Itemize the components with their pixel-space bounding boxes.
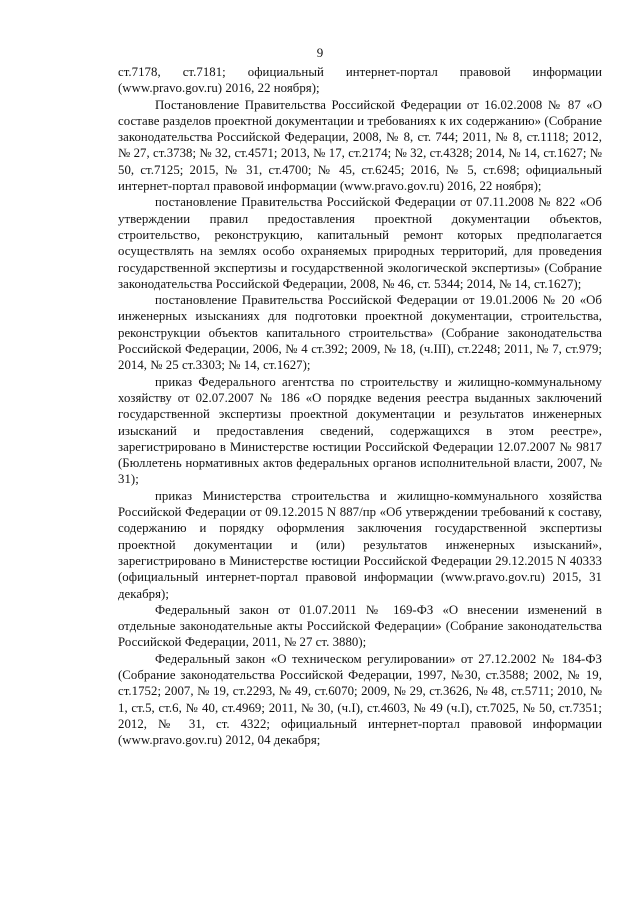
paragraph-law-184: Федеральный закон «О техническом регулировании» от 27.12.2002 № 184-ФЗ (Собрание законодательства Российской Федерации, 1997, №30, ст.3588; 2002, № 19, ст.1752; 2007, № 19, ст.2293, № 49, ст.6070; 2009, № 29, ст.3626, № 48, ст.5711; 2010, № 1, ст.5, ст.6, № 40, ст.4969; 2011, № 30, (ч.I), ст.4603, № 49 (ч.I), ст.7025, № 50, ст.7351; 2012, № 31, ст. 4322; официальный интернет-портал правовой информации (www.pravo.gov.ru) 2012, 04 декабря; bbox=[118, 651, 602, 748]
page-number: 9 bbox=[316, 45, 324, 60]
paragraph-law-169: Федеральный закон от 01.07.2011 № 169-ФЗ «О внесении изменений в отдельные законодательные акты Российской Федерации» (Собрание законодательства Российской Федерации, 2011, № 27 ст. 3880); bbox=[118, 602, 602, 650]
paragraph-continuation: ст.7178, ст.7181; официальный интернет-портал правовой информации (www.pravo.gov.ru) 2016, 22 ноября); bbox=[118, 65, 602, 96]
paragraph-decree-20: постановление Правительства Российской Федерации от 19.01.2006 № 20 «Об инженерных изысканиях для подготовки проектной документации, строительства, реконструкции объектов капитального строительства» (Собрание законодательства Российской Федерации, 2006, № 4 ст.392; 2009, № 18, (ч.III), ст.2248; 2011, № 7, ст.979; 2014, № 25 ст.3303; № 14, ст.1627); bbox=[118, 293, 602, 373]
paragraph-decree-822: постановление Правительства Российской Федерации от 07.11.2008 № 822 «Об утверждении правил предоставления проектной документации объектов, строительство, реконструкцию, капитальный ремонт которых предполагается осуществлять на землях особо охраняемых природных территорий, для проведения государственной экспертизы и государственной экологической экспертизы» (Собрание законодательства Российской Федерации, 2008, № 46, ст. 5344; 2014, № 14, ст.1627); bbox=[118, 195, 602, 291]
document-body bbox=[118, 64, 602, 748]
paragraph-order-887: приказ Министерства строительства и жилищно-коммунального хозяйства Российской Федерации от 09.12.2015 N 887/пр «Об утверждении требований к составу, содержанию и порядку оформления заключения государственной экспертизы проектной документации и (или) результатов инженерных изысканий», зарегистрировано в Министерстве юстиции Российской Федерации 29.12.2015 N 40333 (официальный интернет-портал правовой информации (www.pravo.gov.ru) 2015, 31 декабря); bbox=[118, 488, 602, 601]
paragraph-decree-87: Постановление Правительства Российской Федерации от 16.02.2008 № 87 «О составе разделов проектной документации и требованиях к их содержанию» (Собрание законодательства Российской Федерации, 2008, № 8, ст. 744; 2011, № 8, ст.1118; 2012, № 27, ст.3738; № 32, ст.4571; 2013, № 17, ст.2174; № 32, ст.4328; 2014, № 14, ст.1627; № 50, ст.7125; 2015, № 31, ст.4700; № 45, ст.6245; 2016, № 5, ст.698; официальный интернет-портал правовой информации (www.pravo.gov.ru) 2016, 22 ноября); bbox=[118, 97, 602, 194]
paragraph-order-186: приказ Федерального агентства по строительству и жилищно-коммунальному хозяйству от 02.07.2007 № 186 «О порядке ведения реестра выданных заключений государственной экспертизы проектной документации и результатов инженерных изысканий и предоставления сведений, содержащихся в этом реестре», зарегистрировано в Министерстве юстиции Российской Федерации 12.07.2007 № 9817 (Бюллетень нормативных актов федеральных органов исполнительной власти, 2007, № 31); bbox=[118, 374, 602, 487]
